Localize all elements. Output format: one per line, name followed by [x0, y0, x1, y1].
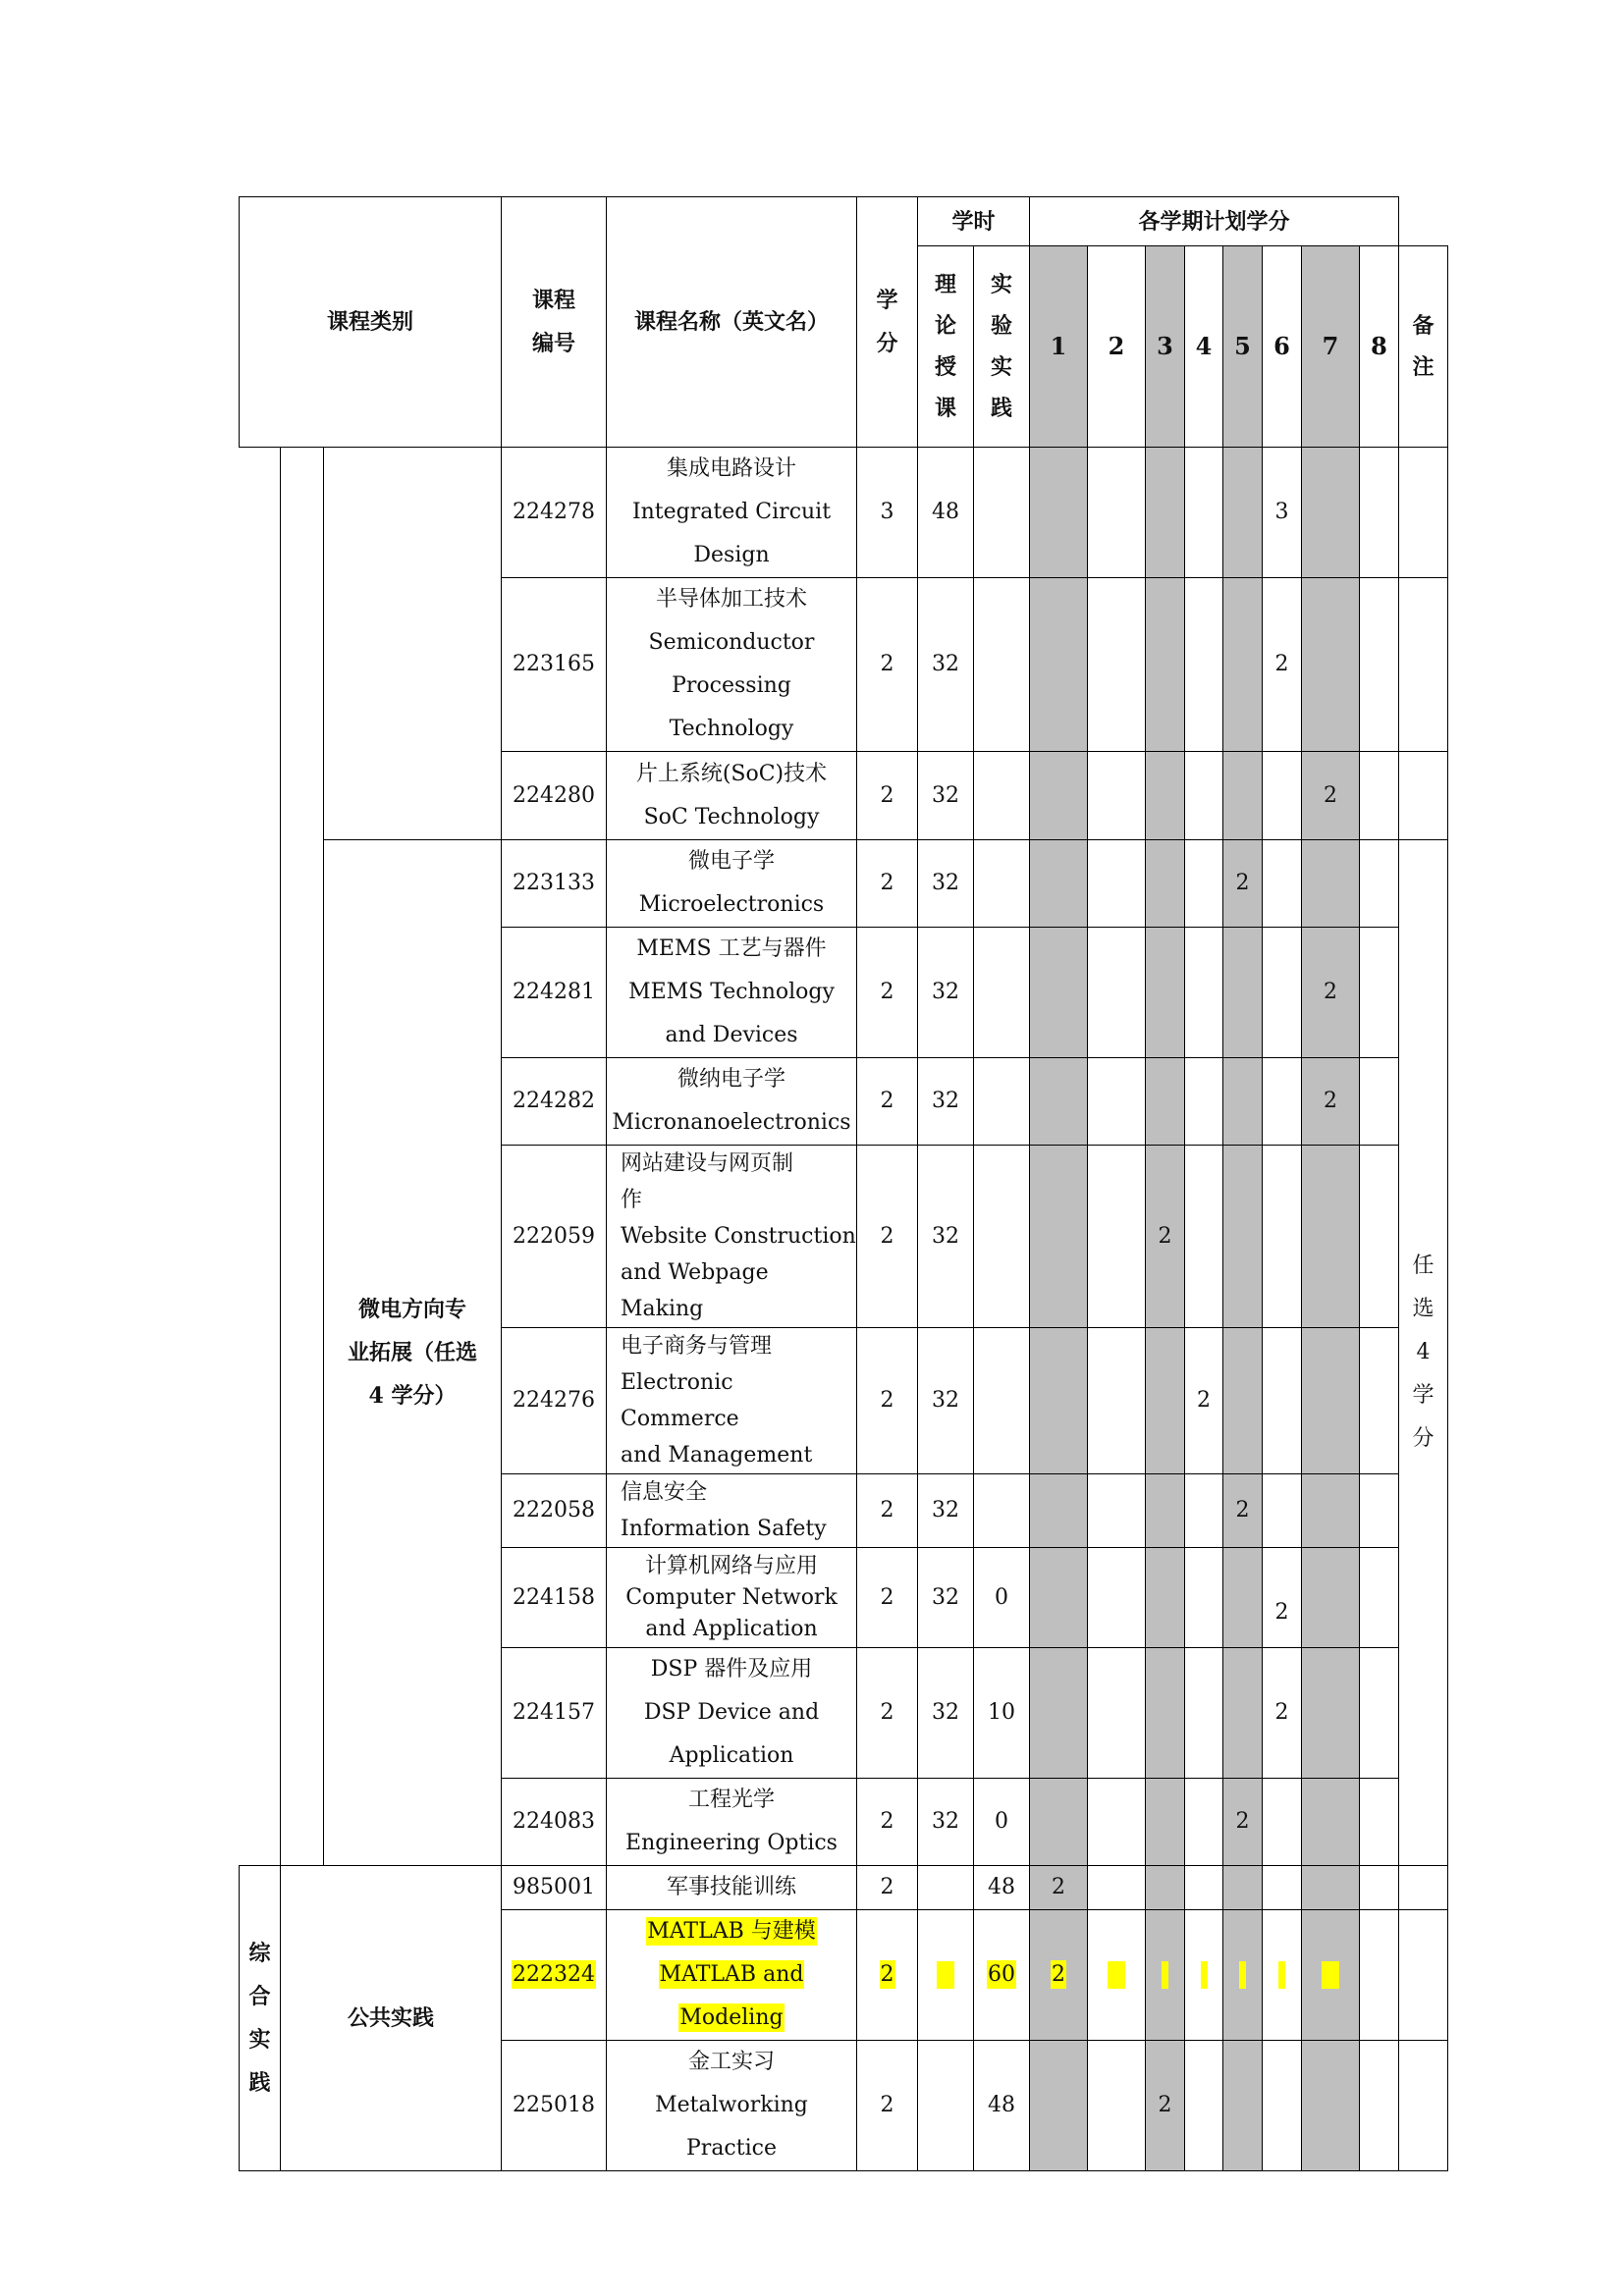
- course-credit: 2: [857, 1910, 918, 2041]
- course-code: 223165: [502, 578, 607, 752]
- course-credit: 2: [857, 578, 918, 752]
- highlight-mark: [1201, 1961, 1208, 1989]
- sem-6: [1263, 840, 1302, 928]
- header-semester-3: 3: [1146, 246, 1185, 448]
- course-note: [1399, 578, 1448, 752]
- sem-4: [1185, 578, 1223, 752]
- course-theory: 32: [918, 1146, 974, 1328]
- sem-5: [1223, 928, 1263, 1058]
- sem-8: [1360, 1779, 1399, 1866]
- sem-8: [1360, 1866, 1399, 1910]
- sem-8: [1360, 1910, 1399, 2041]
- sem-2: [1088, 840, 1146, 928]
- header-category: 课程类别: [240, 197, 502, 448]
- highlight-mark: [1278, 1961, 1285, 1989]
- sem-7: [1302, 1648, 1360, 1779]
- sem-3: [1146, 1474, 1185, 1548]
- sem-5: [1223, 1548, 1263, 1648]
- course-name: MEMS 工艺与器件 MEMS Technology and Devices: [607, 928, 857, 1058]
- header-semester-plan: 各学期计划学分: [1030, 197, 1399, 246]
- sem-6: [1263, 1779, 1302, 1866]
- course-credit: 2: [857, 928, 918, 1058]
- sem-4: [1185, 1146, 1223, 1328]
- course-credit: 2: [857, 1474, 918, 1548]
- sem-5: [1223, 1648, 1263, 1779]
- header-semester-1: 1: [1030, 246, 1088, 448]
- course-theory: 32: [918, 840, 974, 928]
- sem-2: [1088, 1779, 1146, 1866]
- course-note: [1399, 448, 1448, 578]
- sem-8: [1360, 578, 1399, 752]
- course-practice: [974, 448, 1030, 578]
- course-credit: 2: [857, 1866, 918, 1910]
- course-theory: [918, 1910, 974, 2041]
- course-practice: 0: [974, 1779, 1030, 1866]
- course-code: 223133: [502, 840, 607, 928]
- course-practice: [974, 1474, 1030, 1548]
- course-theory: 32: [918, 1548, 974, 1648]
- header-semester-8: 8: [1360, 246, 1399, 448]
- sem-2: [1088, 578, 1146, 752]
- sem-1: [1030, 752, 1088, 840]
- sem-7: [1302, 1779, 1360, 1866]
- sem-7: [1302, 1866, 1360, 1910]
- course-name: 微纳电子学 Micronanoelectronics: [607, 1058, 857, 1146]
- sem-1: [1030, 1648, 1088, 1779]
- sem-6: 2: [1263, 1548, 1302, 1648]
- sem-3: 2: [1146, 1146, 1185, 1328]
- sem-2: [1088, 928, 1146, 1058]
- course-practice: [974, 1146, 1030, 1328]
- sem-3: 2: [1146, 2041, 1185, 2171]
- sem-6: [1263, 1146, 1302, 1328]
- course-credit: 2: [857, 1146, 918, 1328]
- sem-7: [1302, 1910, 1360, 2041]
- sem-8: [1360, 840, 1399, 928]
- course-practice: [974, 578, 1030, 752]
- course-theory: 32: [918, 752, 974, 840]
- course-credit: 2: [857, 840, 918, 928]
- header-semester-5: 5: [1223, 246, 1263, 448]
- sem-4: 2: [1185, 1328, 1223, 1474]
- course-credit: 2: [857, 1328, 918, 1474]
- sem-4: [1185, 1910, 1223, 2041]
- sem-6: [1263, 1910, 1302, 2041]
- course-name: 片上系统(SoC)技术 SoC Technology: [607, 752, 857, 840]
- sem-7: 2: [1302, 928, 1360, 1058]
- category-blank-col-1: [240, 448, 281, 1866]
- header-hours: 学时: [918, 197, 1030, 246]
- highlight-mark: [937, 1961, 954, 1989]
- sem-1: [1030, 840, 1088, 928]
- table-row: [240, 1866, 1448, 1910]
- table-row: [240, 840, 1448, 928]
- sem-6: [1263, 1866, 1302, 1910]
- sem-6: 3: [1263, 448, 1302, 578]
- course-credit: 2: [857, 752, 918, 840]
- curriculum-table: [239, 196, 1448, 2171]
- course-theory: 32: [918, 1328, 974, 1474]
- sem-7: 2: [1302, 752, 1360, 840]
- sem-8: [1360, 928, 1399, 1058]
- course-theory: 32: [918, 1648, 974, 1779]
- highlight-mark: [1162, 1961, 1168, 1989]
- course-note: [1399, 2041, 1448, 2171]
- course-theory: 48: [918, 448, 974, 578]
- table-row: [240, 448, 1448, 578]
- sem-4: [1185, 928, 1223, 1058]
- course-note: [1399, 1910, 1448, 2041]
- header-practice: 实 验 实 践: [974, 246, 1030, 448]
- course-name: 金工实习 Metalworking Practice: [607, 2041, 857, 2171]
- header-theory: 理 论 授 课: [918, 246, 974, 448]
- sem-6: [1263, 1328, 1302, 1474]
- sem-3: [1146, 928, 1185, 1058]
- course-code: 222059: [502, 1146, 607, 1328]
- sem-4: [1185, 1779, 1223, 1866]
- course-practice: 10: [974, 1648, 1030, 1779]
- sem-3: [1146, 1779, 1185, 1866]
- course-theory: 32: [918, 1058, 974, 1146]
- category-blank-col-3: [324, 448, 502, 840]
- course-code: 224276: [502, 1328, 607, 1474]
- course-practice: [974, 1328, 1030, 1474]
- sem-4: [1185, 752, 1223, 840]
- sem-4: [1185, 1866, 1223, 1910]
- sem-8: [1360, 1328, 1399, 1474]
- sem-3: [1146, 448, 1185, 578]
- course-code: 222058: [502, 1474, 607, 1548]
- sem-7: 2: [1302, 1058, 1360, 1146]
- sem-1: [1030, 1146, 1088, 1328]
- sem-1: [1030, 928, 1088, 1058]
- sem-7: [1302, 840, 1360, 928]
- sem-3: [1146, 1058, 1185, 1146]
- sem-7: [1302, 1474, 1360, 1548]
- sem-6: [1263, 752, 1302, 840]
- sem-2: [1088, 1548, 1146, 1648]
- course-practice: [974, 928, 1030, 1058]
- course-code: 985001: [502, 1866, 607, 1910]
- header-semester-4: 4: [1185, 246, 1223, 448]
- sem-1: 2: [1030, 1866, 1088, 1910]
- highlight-mark: [1108, 1961, 1125, 1989]
- header-note: 备 注: [1399, 246, 1448, 448]
- course-theory: 32: [918, 1474, 974, 1548]
- course-credit: 2: [857, 1548, 918, 1648]
- sem-5: 2: [1223, 1474, 1263, 1548]
- elective-note: 任 选 4 学 分: [1399, 840, 1448, 1866]
- sem-5: [1223, 2041, 1263, 2171]
- sem-1: [1030, 2041, 1088, 2171]
- sem-1: [1030, 1474, 1088, 1548]
- sem-2: [1088, 1146, 1146, 1328]
- sem-3: [1146, 752, 1185, 840]
- course-name: 微电子学 Microelectronics: [607, 840, 857, 928]
- sem-3: [1146, 1548, 1185, 1648]
- sem-2: [1088, 752, 1146, 840]
- sem-3: [1146, 1866, 1185, 1910]
- course-practice: 0: [974, 1548, 1030, 1648]
- sem-2: [1088, 448, 1146, 578]
- sem-1: [1030, 1548, 1088, 1648]
- course-code: 222324: [502, 1910, 607, 2041]
- sem-7: [1302, 2041, 1360, 2171]
- course-theory: [918, 1866, 974, 1910]
- sem-3: [1146, 840, 1185, 928]
- sem-3: [1146, 578, 1185, 752]
- sem-1: [1030, 578, 1088, 752]
- header-code: 课程 编号: [502, 197, 607, 448]
- course-credit: 3: [857, 448, 918, 578]
- group-public-practice: 公共实践: [281, 1866, 502, 2171]
- sem-1: [1030, 1779, 1088, 1866]
- sem-6: [1263, 1058, 1302, 1146]
- category-blank-col-2: [281, 448, 324, 1866]
- sem-4: [1185, 1548, 1223, 1648]
- course-name: DSP 器件及应用 DSP Device and Application: [607, 1648, 857, 1779]
- sem-7: [1302, 578, 1360, 752]
- course-theory: 32: [918, 1779, 974, 1866]
- sem-3: [1146, 1910, 1185, 2041]
- sem-5: 2: [1223, 1779, 1263, 1866]
- sem-8: [1360, 448, 1399, 578]
- sem-8: [1360, 1058, 1399, 1146]
- sem-1: [1030, 1058, 1088, 1146]
- course-practice: 48: [974, 2041, 1030, 2171]
- sem-8: [1360, 1648, 1399, 1779]
- sem-4: [1185, 1474, 1223, 1548]
- course-credit: 2: [857, 1779, 918, 1866]
- course-credit: 2: [857, 2041, 918, 2171]
- sem-4: [1185, 448, 1223, 578]
- sem-2: [1088, 1866, 1146, 1910]
- course-name: 半导体加工技术 Semiconductor Processing Technology: [607, 578, 857, 752]
- sem-2: [1088, 1058, 1146, 1146]
- highlight-mark: [1322, 1961, 1339, 1989]
- sem-5: [1223, 1866, 1263, 1910]
- course-practice: [974, 752, 1030, 840]
- course-credit: 2: [857, 1648, 918, 1779]
- course-credit: 2: [857, 1058, 918, 1146]
- sem-6: 2: [1263, 1648, 1302, 1779]
- sem-2: [1088, 1474, 1146, 1548]
- header-semester-7: 7: [1302, 246, 1360, 448]
- sem-8: [1360, 752, 1399, 840]
- sem-5: [1223, 1058, 1263, 1146]
- course-name: 集成电路设计 Integrated Circuit Design: [607, 448, 857, 578]
- sem-7: [1302, 1328, 1360, 1474]
- course-code: 224282: [502, 1058, 607, 1146]
- course-code: 224278: [502, 448, 607, 578]
- course-code: 224083: [502, 1779, 607, 1866]
- sem-5: [1223, 448, 1263, 578]
- course-name: 信息安全 Information Safety: [607, 1474, 857, 1548]
- sem-3: [1146, 1648, 1185, 1779]
- course-practice: [974, 840, 1030, 928]
- highlight-mark: [1239, 1961, 1246, 1989]
- sem-7: [1302, 1548, 1360, 1648]
- sem-5: [1223, 1328, 1263, 1474]
- course-practice: 60: [974, 1910, 1030, 2041]
- course-code: 224280: [502, 752, 607, 840]
- course-name: 电子商务与管理 Electronic Commerce and Management: [607, 1328, 857, 1474]
- sem-8: [1360, 1146, 1399, 1328]
- sem-7: [1302, 1146, 1360, 1328]
- sem-4: [1185, 840, 1223, 928]
- course-theory: 32: [918, 928, 974, 1058]
- course-code: 224157: [502, 1648, 607, 1779]
- header-semester-6: 6: [1263, 246, 1302, 448]
- course-name: 军事技能训练: [607, 1866, 857, 1910]
- course-name: 工程光学 Engineering Optics: [607, 1779, 857, 1866]
- sem-1: [1030, 1328, 1088, 1474]
- sem-4: [1185, 1648, 1223, 1779]
- sem-6: 2: [1263, 578, 1302, 752]
- sem-8: [1360, 1474, 1399, 1548]
- sem-3: [1146, 1328, 1185, 1474]
- sem-4: [1185, 1058, 1223, 1146]
- course-practice: 48: [974, 1866, 1030, 1910]
- sem-5: [1223, 578, 1263, 752]
- course-code: 224158: [502, 1548, 607, 1648]
- sem-6: [1263, 928, 1302, 1058]
- sem-5: [1223, 752, 1263, 840]
- sem-5: 2: [1223, 840, 1263, 928]
- sem-2: [1088, 2041, 1146, 2171]
- header-semester-2: 2: [1088, 246, 1146, 448]
- course-theory: [918, 2041, 974, 2171]
- sem-5: [1223, 1910, 1263, 2041]
- header-credit: 学 分: [857, 197, 918, 448]
- header-name: 课程名称（英文名）: [607, 197, 857, 448]
- sem-2: [1088, 1328, 1146, 1474]
- course-note: [1399, 752, 1448, 840]
- course-name: 计算机网络与应用 Computer Network and Application: [607, 1548, 857, 1648]
- sem-1: [1030, 448, 1088, 578]
- sem-2: [1088, 1910, 1146, 2041]
- sem-4: [1185, 2041, 1223, 2171]
- header-blank: [1399, 197, 1448, 246]
- sem-2: [1088, 1648, 1146, 1779]
- course-code: 225018: [502, 2041, 607, 2171]
- sem-1: 2: [1030, 1910, 1088, 2041]
- course-practice: [974, 1058, 1030, 1146]
- sem-5: [1223, 1146, 1263, 1328]
- course-name: 网站建设与网页制 作 Website Construction and Webpage Making: [607, 1146, 857, 1328]
- sem-6: [1263, 2041, 1302, 2171]
- sem-6: [1263, 1474, 1302, 1548]
- course-note: [1399, 1866, 1448, 1910]
- course-code: 224281: [502, 928, 607, 1058]
- sem-8: [1360, 1548, 1399, 1648]
- category-comprehensive-practice: 综 合 实 践: [240, 1866, 281, 2171]
- course-theory: 32: [918, 578, 974, 752]
- group-micro-extension: 微电方向专 业拓展（任选 4 学分）: [324, 840, 502, 1866]
- sem-7: [1302, 448, 1360, 578]
- course-name: MATLAB 与建模 MATLAB and Modeling: [607, 1910, 857, 2041]
- sem-8: [1360, 2041, 1399, 2171]
